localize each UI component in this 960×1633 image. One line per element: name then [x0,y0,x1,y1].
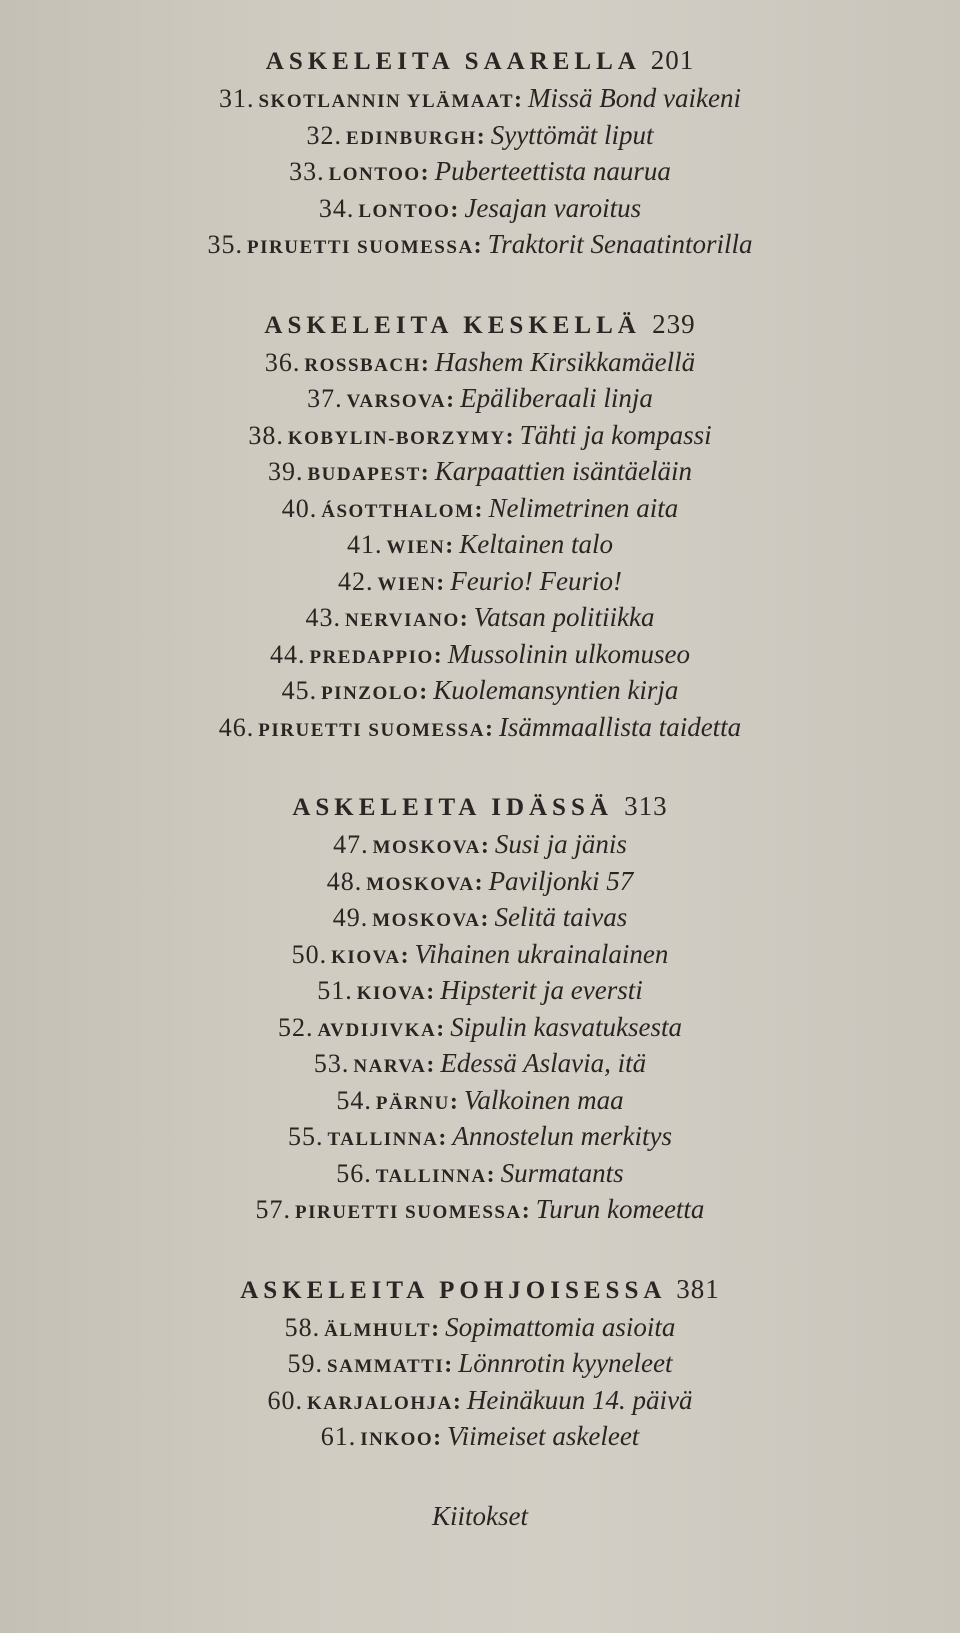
toc-entry [0,972,960,1009]
section-page-number: 313 [624,791,668,821]
colon-separator: : [420,350,429,377]
colon-separator: : [400,942,409,969]
colon-separator: : [474,869,483,896]
chapter-number: 52. [278,1012,314,1042]
chapter-title: Surmatants [500,1157,624,1188]
chapter-title: Vihainen ukrainalainen [414,938,669,969]
chapter-number: 34. [318,193,355,223]
chapter-place: LONTOO [358,200,451,222]
chapter-title: Syyttömät liput [490,119,654,150]
chapter-title: Isämmaallista taidetta [498,711,742,742]
toc-entry [0,899,960,936]
toc-entry [0,826,960,863]
chapter-place: INKOO [360,1429,434,1450]
chapter-place: PIRUETTI SUOMESSA [258,719,485,741]
chapter-title: Viimeiset askeleet [447,1421,640,1451]
chapter-title: Puberteettista naurua [434,156,671,186]
colon-separator: : [484,715,493,742]
chapter-number: 51. [317,976,353,1005]
chapter-title: Turun komeetta [535,1194,705,1224]
colon-separator: : [436,569,445,596]
chapter-place: BUDAPEST [307,464,421,485]
chapter-place: PIRUETTI SUOMESSA [295,1202,522,1223]
section-heading-text: ASKELEITA KESKELLÄ [264,311,641,339]
toc-entry [0,1191,960,1228]
colon-separator: : [426,979,435,1005]
colon-separator: : [446,387,455,413]
chapter-title: Hashem Kirsikkamäellä [434,346,696,377]
section-heading [0,304,960,344]
chapter-number: 36. [264,347,301,377]
chapter-number: 42. [338,566,374,596]
toc-entry [0,80,960,117]
section-page-number: 201 [650,45,695,75]
chapter-title: Tähti ja kompassi [519,419,712,450]
chapter-number: 48. [326,866,363,896]
toc-entry [0,863,960,900]
chapter-title: Nelimetrinen aita [488,492,679,523]
section-heading [0,786,960,826]
chapter-number: 40. [281,493,318,523]
chapter-title: Feurio! Feurio! [450,565,622,596]
chapter-place: KIOVA [356,983,427,1004]
colon-separator: : [505,423,514,450]
chapter-place: PÄRNU [375,1092,450,1114]
chapter-place: ÄLMHULT [324,1319,432,1341]
colon-separator: : [452,1388,461,1415]
chapter-place: PREDAPPIO [309,646,434,668]
chapter-number: 57. [255,1195,292,1224]
toc-entry [0,1155,960,1192]
toc-entry [0,1382,960,1419]
section-heading-text: ASKELEITA IDÄSSÄ [292,794,613,821]
chapter-number: 46. [218,712,255,742]
chapter-number: 55. [287,1122,324,1151]
chapter-number: 33. [289,157,325,186]
toc-entry [0,417,960,454]
section-heading [0,40,960,80]
chapter-place: SKOTLANNIN YLÄMAAT [258,91,515,112]
section-heading-text: ASKELEITA POHJOISESSA [240,1276,666,1304]
chapter-title: Karpaattien isäntäeläin [434,456,693,486]
toc-entry [0,380,960,417]
toc-section [0,304,960,746]
chapter-title: Jesajan varoitus [464,192,642,223]
chapter-place: PINZOLO [321,683,420,704]
colon-separator: : [444,1352,453,1378]
chapter-place: KIOVA [331,946,401,968]
colon-separator: : [426,1052,435,1078]
chapter-title: Hipsterit ja eversti [440,975,643,1005]
chapter-number: 49. [332,903,369,932]
chapter-title: Mussolinin ulkomuseo [447,638,691,669]
acknowledgements-entry: Kiitokset [432,1500,528,1531]
colon-separator: : [420,460,429,486]
chapter-place: PIRUETTI SUOMESSA [247,237,474,258]
section-page-number: 239 [652,308,696,339]
colon-separator: : [474,496,483,523]
chapter-number: 41. [346,530,383,559]
chapter-number: 54. [336,1085,372,1115]
chapter-place: KOBYLIN-BORZYMY [287,427,506,449]
chapter-title: Traktorit Senaatintorilla [487,229,753,259]
colon-separator: : [480,833,489,859]
chapter-number: 32. [306,120,343,150]
chapter-title: Sipulin kasvatuksesta [450,1011,682,1042]
toc-entry [0,117,960,154]
colon-separator: : [476,123,485,150]
chapter-place: WIEN [386,537,446,558]
chapter-title: Susi ja jänis [494,829,627,859]
chapter-title: Lönnrotin kyyneleet [458,1348,673,1378]
chapter-number: 44. [269,639,306,669]
toc-entry [0,490,960,527]
colon-separator: : [480,906,489,932]
chapter-place: LONTOO [328,164,421,185]
chapter-title: Heinäkuun 14. päivä [466,1384,693,1415]
chapter-number: 59. [287,1349,324,1378]
chapter-number: 43. [305,603,341,632]
chapter-place: NERVIANO [344,610,460,631]
chapter-place: TALLINNA [327,1129,439,1150]
toc-entry [0,1045,960,1082]
colon-separator: : [438,1125,447,1151]
chapter-number: 61. [320,1422,357,1451]
chapter-number: 60. [267,1385,303,1415]
colon-separator: : [419,679,428,705]
toc-entry [0,344,960,381]
toc-entry [0,672,960,709]
colon-separator: : [486,1161,495,1188]
chapter-place: WIEN [377,573,437,595]
chapter-place: KARJALOHJA [306,1392,453,1414]
chapter-place: MOSKOVA [372,837,481,858]
toc-entry [0,1309,960,1346]
chapter-title: Kuolemansyntien kirja [433,675,679,705]
chapter-place: EDINBURGH [346,127,477,149]
chapter-place: MOSKOVA [366,873,475,895]
chapter-number: 45. [281,676,318,705]
chapter-place: NARVA [353,1056,427,1077]
toc-entry [0,599,960,636]
chapter-title: Keltainen talo [459,529,614,559]
toc-entry [0,190,960,227]
colon-separator: : [433,642,442,669]
toc-entry [0,636,960,673]
colon-separator: : [514,87,523,113]
chapter-title: Sopimattomia asioita [445,1311,676,1342]
chapter-place: SAMMATTI [327,1356,445,1377]
chapter-number: 50. [291,939,328,969]
toc-section [0,40,960,263]
toc-entry [0,1118,960,1155]
colon-separator: : [459,606,468,632]
toc-section [0,1269,960,1455]
colon-separator: : [433,1425,442,1451]
section-heading-text: ASKELEITA SAARELLA [265,48,640,75]
toc-entry [0,1418,960,1455]
chapter-place: MOSKOVA [372,910,481,931]
chapter-title: Paviljonki 57 [488,865,634,896]
colon-separator: : [420,160,429,186]
chapter-place: VARSOVA [346,391,447,412]
chapter-title: Vatsan politiikka [473,602,655,632]
section-page-number: 381 [676,1273,720,1304]
colon-separator: : [445,533,454,559]
chapter-number: 39. [267,457,304,486]
chapter-title: Annostelun merkitys [452,1121,673,1151]
toc-section [0,786,960,1228]
toc-entry [0,226,960,263]
colon-separator: : [450,196,459,223]
toc-entry [0,709,960,746]
toc-entry [0,153,960,190]
chapter-number: 58. [284,1312,321,1342]
section-heading [0,1269,960,1309]
chapter-title: Valkoinen maa [463,1084,624,1115]
chapter-title: Missä Bond vaikeni [528,83,742,113]
colon-separator: : [436,1015,445,1042]
toc-entry [0,526,960,563]
toc-entry [0,1009,960,1046]
chapter-place: TALLINNA [375,1165,487,1187]
chapter-title: Epäliberaali linja [460,383,653,413]
chapter-number: 38. [248,420,284,450]
chapter-number: 47. [333,830,369,859]
chapter-number: 56. [336,1158,372,1188]
chapter-title: Selitä taivas [494,902,628,932]
colon-separator: : [473,233,482,259]
chapter-place: AVDIJIVKA [317,1019,437,1041]
chapter-title: Edessä Aslavia, itä [440,1048,647,1078]
chapter-number: 53. [313,1049,350,1078]
chapter-number: 37. [307,384,343,413]
toc-entry [0,453,960,490]
chapter-place: ÁSOTTHALOM [321,500,475,522]
toc-entry [0,936,960,973]
chapter-place: ROSSBACH [304,354,421,376]
chapter-number: 31. [218,84,255,113]
colon-separator: : [449,1088,458,1115]
toc-entry [0,1345,960,1382]
colon-separator: : [431,1315,440,1342]
toc-entry [0,1082,960,1119]
colon-separator: : [521,1198,530,1224]
toc-entry [0,563,960,600]
chapter-number: 35. [207,230,244,259]
table-of-contents [0,40,960,1536]
